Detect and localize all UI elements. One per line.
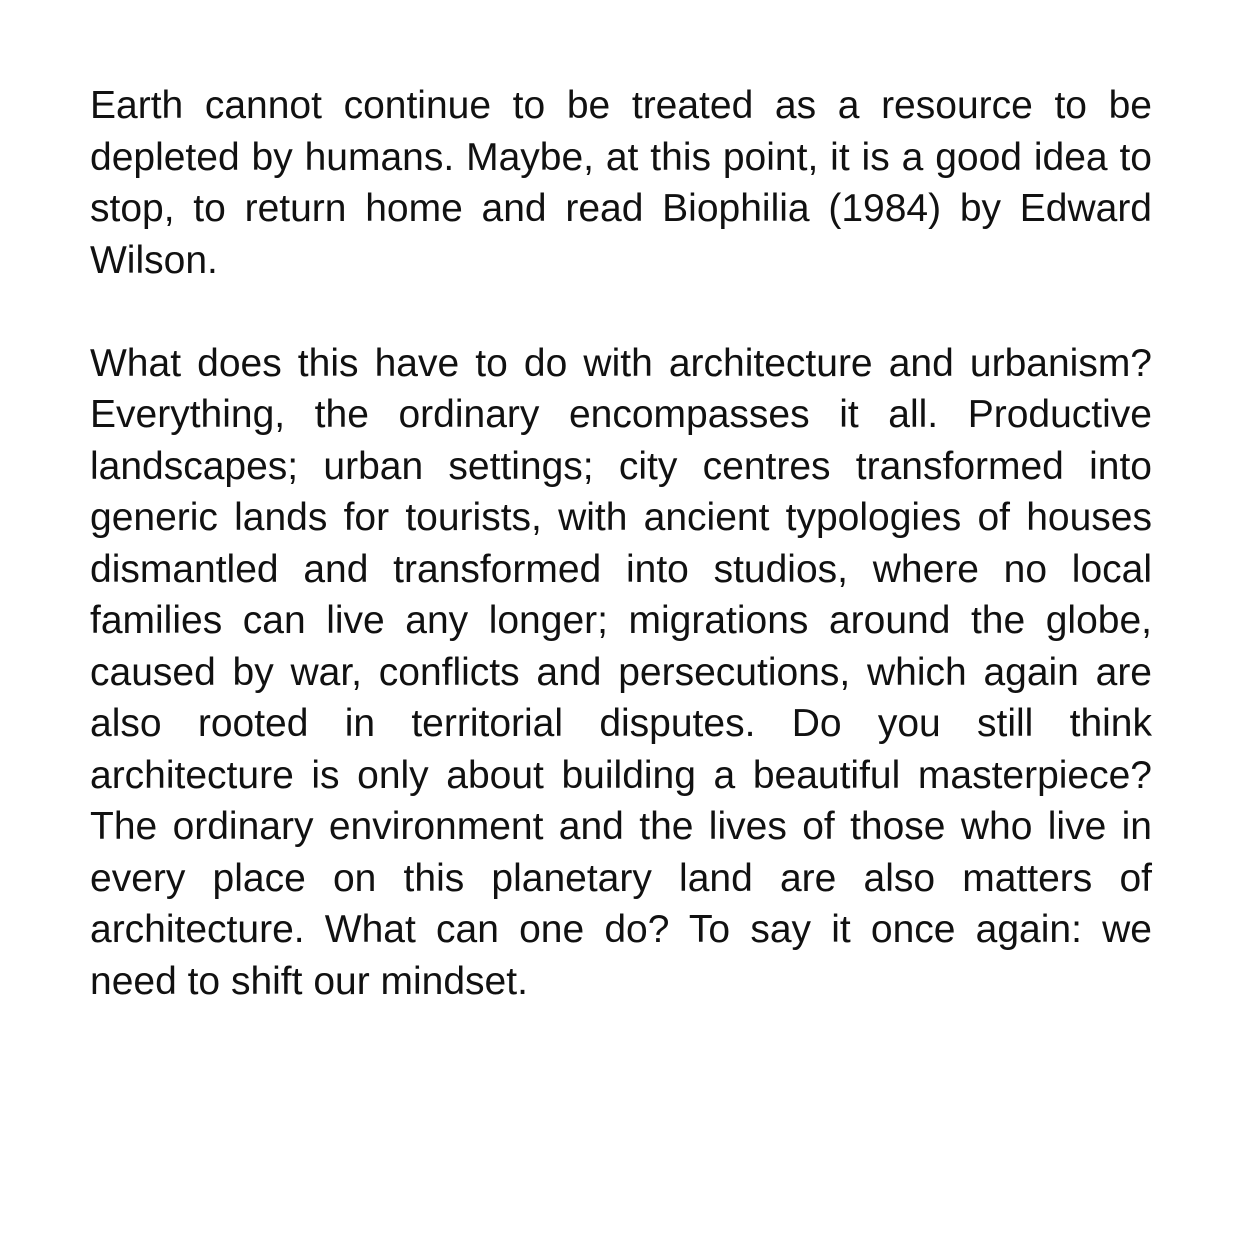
document-page — [90, 80, 1152, 1007]
paragraph-earth-resource: Earth cannot continue to be treated as a resource to be depleted by humans. Maybe, at this point, it is a good idea to stop, to return home and read Biophilia (1984) by Edward Wilson. — [90, 84, 1152, 282]
paragraph-architecture-urbanism: What does this have to do with architecture and urbanism? Everything, the ordinary encompasses it all. Productive landscapes; urban settings; city centres transformed into generic lands for tourists, with ancient typologies of houses dismantled and transformed into studios, where no local families can live any longer; migrations around the globe, caused by war, conflicts and persecutions, which again are also rooted in territorial disputes. Do you still think architecture is only about building a beautiful masterpiece? The ordinary environment and the lives of those who live in every place on this planetary land are also matters of architecture. What can one do? To say it once again: we need to shift our mindset. — [90, 341, 1152, 1003]
